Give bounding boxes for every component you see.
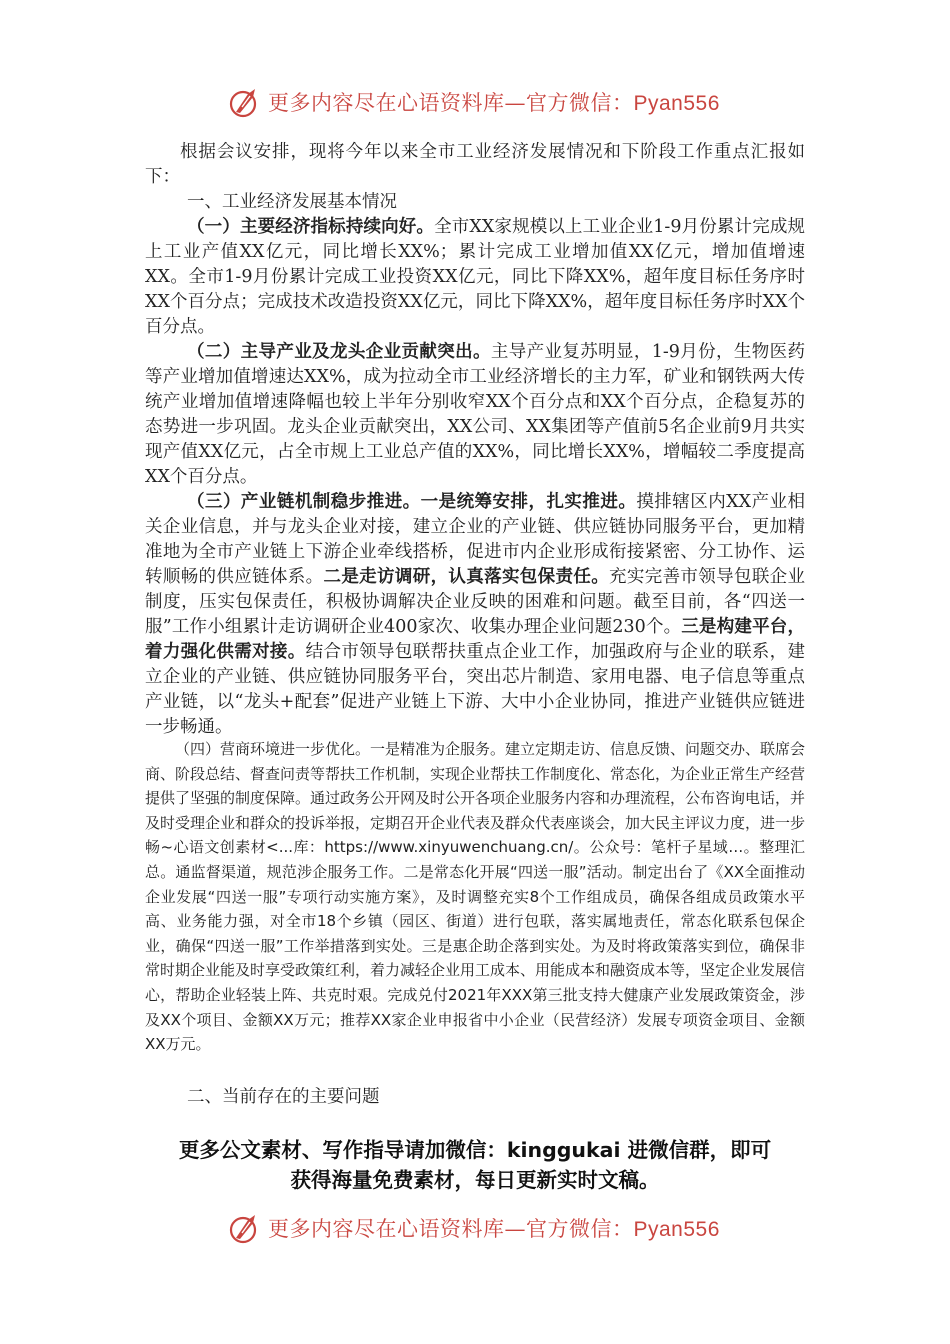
subsection-3-key-1: 一是统筹安排，扎实推进。: [420, 492, 637, 512]
subsection-2-paragraph: [145, 340, 805, 490]
intro-paragraph: 根据会议安排，现将今年以来全市工业经济发展情况和下阶段工作重点汇报如下：: [145, 142, 805, 187]
promo-notice: [145, 1135, 805, 1195]
section-heading-2: 二、当前存在的主要问题: [187, 1087, 380, 1107]
promo-line-1: 更多公文素材、写作指导请加微信：kinggukai 进微信群，即可: [178, 1138, 772, 1162]
document-body-main: [145, 140, 805, 740]
subsection-4-block: [145, 737, 805, 1057]
subsection-2-lead: （二）主导产业及龙头企业贡献突出。: [187, 342, 491, 362]
pen-nib-circle-logo: [228, 85, 262, 119]
subsection-1-paragraph: [145, 215, 805, 340]
pen-nib-circle-logo: [228, 1211, 262, 1245]
subsection-1-body: 全市XX家规模以上工业企业1-9月份累计完成规上工业产值XX亿元，同比增长XX%；累计完成工业增加值XX亿元，增加值增速 XX。全市1-9月份累计完成工业投资XX亿元，同比下降XX%，超年度目标任务序时XX个百分点；完成技术改造投资XX亿元，同比下降XX%，超年度目标任务序时XX个百分点。: [145, 217, 805, 337]
subsection-3-lead: （三）产业链机制稳步推进。: [187, 492, 421, 512]
subsection-2-body: 主导产业复苏明显，1-9月份，生物医药等产业增加值增速达XX%，成为拉动全市工业经济增长的主力军，矿业和钢铁两大传统产业增加值增速降幅也较上半年分别收窄XX个百分点和XX个百分点，企稳复苏的态势进一步巩固。龙头企业贡献突出，XX公司、XX集团等产值前5名企业前9月共实现产值XX亿元，占全市规上工业总产值的XX%，同比增长XX%，增幅较二季度提高XX个百分点。: [145, 342, 805, 487]
banner-text: 更多内容尽在心语资料库—官方微信：Pyan556: [268, 1217, 720, 1241]
banner-text: 更多内容尽在心语资料库—官方微信：Pyan556: [268, 91, 720, 115]
subsection-3-paragraph: [145, 490, 805, 740]
section-heading-1: 一、工业经济发展基本情况: [187, 192, 397, 212]
subsection-1-lead: （一）主要经济指标持续向好。: [187, 217, 435, 237]
subsection-3-text-3: 结合市领导包联帮扶重点企业工作，加强政府与企业的联系，建立企业的产业链、供应链协同服务平台，突出芯片制造、家用电器、电子信息等重点产业链，以“龙头+配套”促进产业链上下游、大中小企业协同，推进产业链供应链进一步畅通。: [145, 642, 805, 737]
subsection-3-text-1: 摸排辖区内XX产业相关企业信息，并与龙头企业对接，建立企业的产业链、供应链协同服务平台，更加精准地为全市产业链上下游企业牵线搭桥，促进市内企业形成衔接紧密、分工协作、运转顺畅的供应链体系。: [145, 492, 806, 587]
subsection-4-paragraph: （四）营商环境进一步优化。一是精准为企服务。建立定期走访、信息反馈、问题交办、联席会商、阶段总结、督查问责等帮扶工作机制，实现企业帮扶工作制度化、常态化，为企业正常生产经营提供了坚强的制度保障。通过政务公开网及时公开各项企业服务内容和办理流程，公布咨询电话，并及时受理企业和群众的投诉举报，定期召开企业代表及群众代表座谈会，加大民主评议力度，进一步畅~心语文创素材<...库：https://www.xinyuwenchuang.cn/。公众号：笔杆子星域…。整理汇总。通监督渠道，规范涉企服务工作。二是常态化开展“四送一服”活动。制定出台了《XX全面推动企业发展“四送一服”专项行动实施方案》，及时调整充实8个工作组成员，确保各组成员政策水平高、业务能力强，对全市18个乡镇（园区、街道）进行包联，落实属地责任，常态化联系包保企业，确保“四送一服”工作举措落到实处。三是惠企助企落到实处。为及时将政策落实到位，确保非常时期企业能及时享受政策红利，着力减轻企业用工成本、用能成本和融资成本等，坚定企业发展信心，帮助企业轻装上阵、共克时艰。完成兑付2021年XXX第三批支持大健康产业发展政策资金，涉及XX个项目、金额XX万元；推荐XX家企业申报省中小企业（民营经济）发展专项资金项目、金额XX万元。: [145, 740, 806, 1054]
footer-watermark-banner: [228, 1208, 748, 1248]
subsection-3-key-3: 三是构建平台，着力强化供需对接。: [145, 617, 806, 662]
subsection-3-key-2: 二是走访调研，认真落实包保责任。: [323, 567, 610, 587]
promo-line-2: 获得海量免费素材，每日更新实时文稿。: [290, 1168, 660, 1192]
header-watermark-banner: [228, 82, 748, 122]
subsection-3-text-2: 充实完善市领导包联企业制度，压实包保责任，积极协调解决企业反映的困难和问题。截至目前，各“四送一服”工作小组累计走访调研企业400家次、收集办理企业问题230个。: [145, 567, 806, 637]
